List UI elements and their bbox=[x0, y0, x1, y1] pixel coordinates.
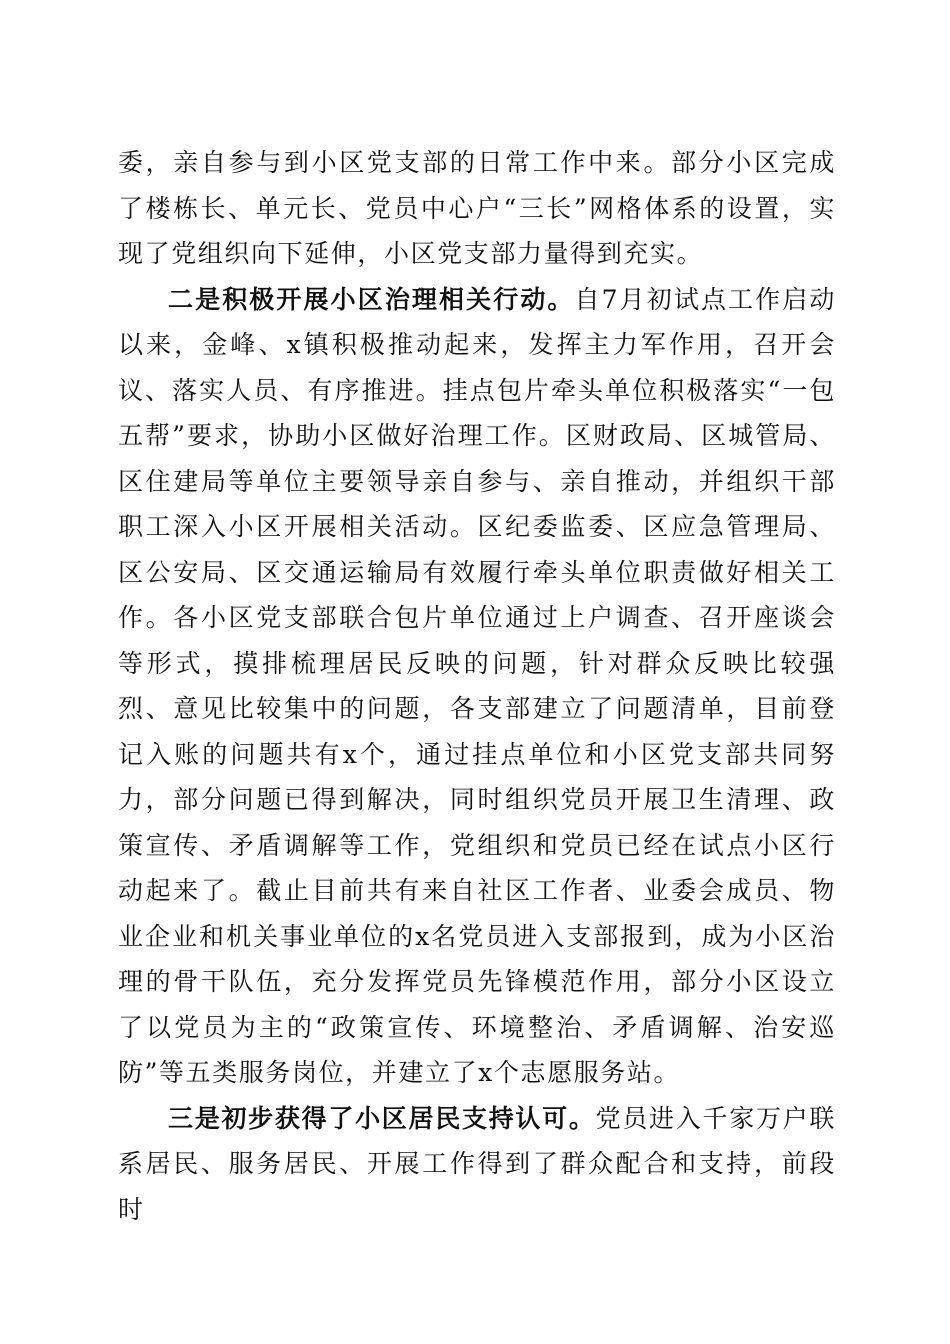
paragraph-3 bbox=[118, 1096, 836, 1233]
paragraph-1-text: 委，亲自参与到小区党支部的日常工作中来。部分小区完成了楼栋长、单元长、党员中心户“三长”网格体系的设置，实现了党组织向下延伸，小区党支部力量得到充实。 bbox=[118, 148, 836, 268]
paragraph-2 bbox=[118, 277, 836, 1096]
paragraph-1 bbox=[118, 140, 836, 277]
paragraph-3-lead: 三是初步获得了小区居民支持认可。 bbox=[168, 1103, 596, 1133]
paragraph-3-text: 党员进入千家万户联系居民、服务居民、开展工作得到了群众配合和支持，前段时 bbox=[118, 1103, 836, 1224]
paragraph-2-lead: 二是积极开展小区治理相关行动。 bbox=[168, 284, 575, 314]
document-body bbox=[118, 140, 836, 1232]
paragraph-2-text: 自7月初试点工作启动以来，金峰、x镇积极推动起来，发挥主力军作用，召开会议、落实人员、有序推进。挂点包片牵头单位积极落实“一包五帮”要求，协助小区做好治理工作。区财政局、区城管局、区住建局等单位主要领导亲自参与、亲自推动，并组织干部职工深入小区开展相关活动。区纪委监委、区应急管理局、区公安局、区交通运输局有效履行牵头单位职责做好相关工作。各小区党支部联合包片单位通过上户调查、召开座谈会等形式，摸排梳理居民反映的问题，针对群众反映比较强烈、意见比较集中的问题，各支部建立了问题清单，目前登记入账的问题共有x个，通过挂点单位和小区党支部共同努力，部分问题已得到解决，同时组织党员开展卫生清理、政策宣传、矛盾调解等工作，党组织和党员已经在试点小区行动起来了。截止目前共有来自社区工作者、业委会成员、物业企业和机关事业单位的x名党员进入支部报到，成为小区治理的骨干队伍，充分发挥党员先锋模范作用，部分小区设立了以党员为主的“政策宣传、环境整治、矛盾调解、治安巡防”等五类服务岗位，并建立了x个志愿服务站。 bbox=[118, 284, 836, 1087]
